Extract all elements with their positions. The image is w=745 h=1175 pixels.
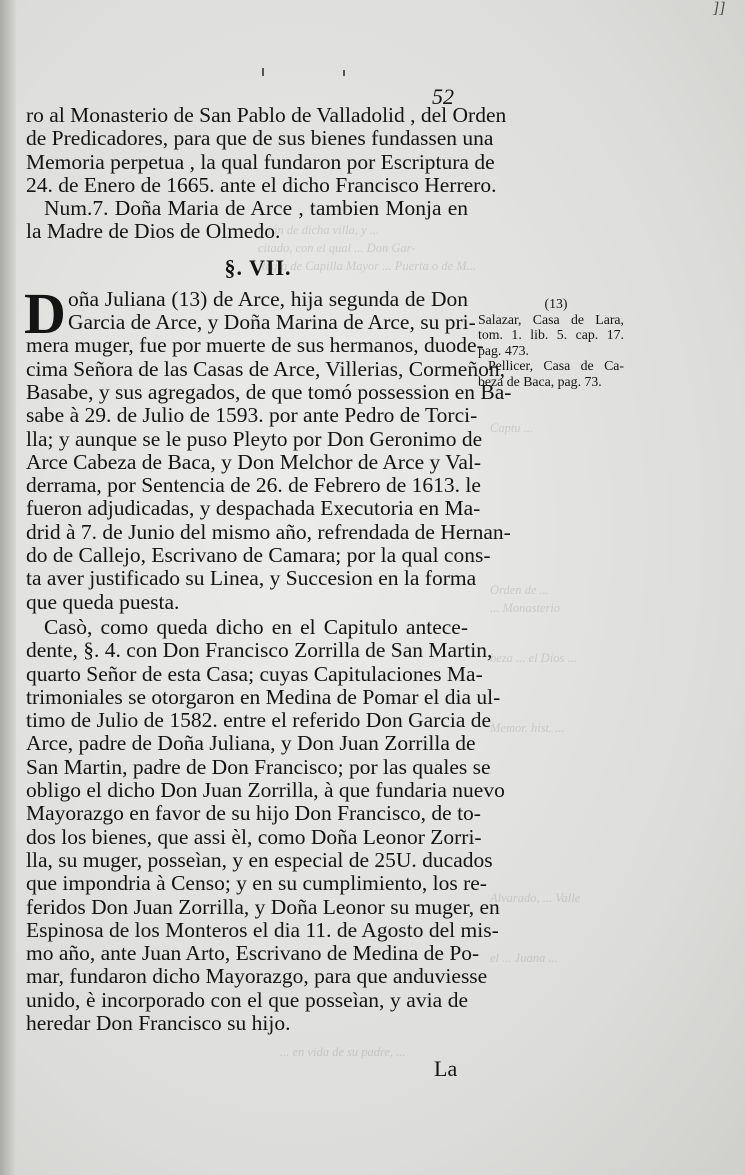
section-heading: §. VII. — [224, 254, 292, 280]
paragraph — [26, 103, 507, 197]
paragraph — [26, 614, 505, 1035]
drop-cap: D — [24, 280, 66, 346]
text-line: mar, fundaron dicho Mayorazgo, para que anduviesse — [26, 964, 488, 989]
text-line: trimoniales se otorgaron en Medina de Pomar el dia ul- — [26, 684, 501, 709]
text-line: ro al Monasterio de San Pablo de Valladolid , del Orden — [26, 103, 507, 127]
text-line: drid à 7. de Junio del mismo año, refrendada de Hernan- — [26, 519, 511, 544]
text-line: 24. de Enero de 1665. ante el dicho Francisco Herrero. — [26, 172, 497, 197]
text-line: la Madre de Dios de Olmedo. — [26, 219, 281, 244]
bleed-through-text: Orden de ... — [490, 583, 549, 597]
page-binding-shadow — [0, 0, 16, 1175]
bleed-through-text: Regla de Capilla Mayor ... Puerta o de M... — [258, 259, 477, 273]
text-line: obligo el dicho Don Juan Zorrilla, à que fundaria nuevo — [26, 778, 505, 803]
bleed-through-text: luján de dicha villa, y ... — [258, 223, 380, 237]
text-line: unido, è incorporado con el que posseìan, y avia de — [26, 987, 468, 1012]
margin-note — [478, 296, 624, 389]
text-line: Mayorazgo en favor de su hijo Don Francisco, de to- — [26, 801, 481, 826]
paragraph — [26, 197, 468, 244]
text-line: Garcia de Arce, y Doña Marina de Arce, su pri- — [68, 310, 476, 335]
text-line: que impondria à Censo; y en su cumplimiento, los re- — [26, 871, 487, 896]
text-line: oña Juliana (13) de Arce, hija segunda de Don — [68, 286, 468, 311]
text-line: sabe à 29. de Julio de 1593. por ante Pedro de Torci- — [26, 403, 478, 428]
corner-mark: ]] — [713, 0, 726, 17]
text-line: Basabe, y sus agregados, de que tomó possession en Ba- — [26, 379, 512, 404]
text-line: lla, su muger, posseìan, y en especial de 25U. ducados — [26, 847, 493, 872]
note-line: Salazar, Casa de Lara, — [478, 311, 624, 327]
text-line: quarto Señor de esta Casa; cuyas Capitulaciones Ma- — [26, 661, 483, 686]
bleed-through-text: ... Monasterio — [490, 601, 561, 615]
ink-speck — [343, 70, 345, 76]
text-line: lla; y aunque se le puso Pleyto por Don Geronimo de — [26, 426, 483, 451]
text-line: mera muger, fue por muerte de sus hermanos, duode- — [26, 333, 484, 358]
bleed-through-text: citado, con el qual ... Don Gar- — [258, 241, 416, 255]
page-number: 52 — [432, 84, 454, 109]
text-line: San Martin, padre de Don Francisco; por las quales se — [26, 754, 491, 779]
ink-speck — [262, 68, 264, 76]
text-line: de Predicadores, para que de sus bienes fundassen una — [26, 126, 494, 151]
text-line: dos los bienes, que assi èl, como Doña Leonor Zorri- — [26, 824, 482, 849]
note-line: Pellicer, Casa de Ca- — [488, 358, 624, 373]
text-line: Espinosa de los Monteros el dia 11. de Agosto del mis- — [26, 917, 499, 942]
text-line: Arce Cabeza de Baca, y Don Melchor de Arce y Val- — [26, 449, 482, 474]
bleed-through-text: beza ... el Dios ... — [490, 651, 577, 665]
text-line: cima Señora de las Casas de Arce, Villerias, Cormeñon, — [26, 356, 505, 381]
text-line: do de Callejo, Escrivano de Camara; por la qual cons- — [26, 543, 491, 568]
note-line: pag. 473. — [478, 342, 529, 358]
note-line: tom. 1. lib. 5. cap. 17. — [478, 327, 624, 342]
text-line: timo de Julio de 1582. entre el referido Don Garcia de — [26, 708, 492, 733]
bleed-through-text: Alvarado, ... Valle — [490, 891, 581, 905]
bleed-through-text: ... en vida de su padre, ... — [280, 1045, 406, 1059]
text-line: derrama, por Sentencia de 26. de Febrero de 1613. le — [26, 473, 481, 498]
text-line: heredar Don Francisco su hijo. — [26, 1010, 291, 1035]
text-line: Num.7. Doña Maria de Arce , tambien Monja en — [44, 196, 468, 221]
text-line: Arce, padre de Doña Juliana, y Don Juan Zorrilla de — [26, 731, 476, 756]
text-line: fueron adjudicadas, y despachada Executoria en Ma- — [26, 496, 481, 521]
text-line: ta aver justificado su Linea, y Succesion en la forma — [26, 566, 477, 591]
text-line: feridos Don Juan Zorrilla, y Doña Leonor su muger, en — [26, 894, 500, 919]
text-line: que queda puesta. — [26, 589, 180, 614]
text-line: Memoria perpetua , la qual fundaron por Escriptura de — [26, 149, 495, 174]
note-line: beza de Baca, pag. 73. — [478, 373, 602, 389]
bleed-through-text: Memor. hist. ... — [490, 721, 565, 735]
footnote-marker: (13) — [544, 296, 568, 311]
text-line: mo año, ante Juan Arto, Escrivano de Medina de Po- — [26, 941, 480, 966]
text-line: dente, §. 4. con Don Francisco Zorrilla de San Martin, — [26, 638, 493, 663]
catchword: La — [434, 1056, 458, 1081]
bleed-through-text: Captu ... — [490, 421, 534, 435]
text-line: Casò, como queda dicho en el Capitulo antece- — [44, 614, 468, 639]
bleed-through-text: el ... Juana ... — [490, 951, 558, 965]
